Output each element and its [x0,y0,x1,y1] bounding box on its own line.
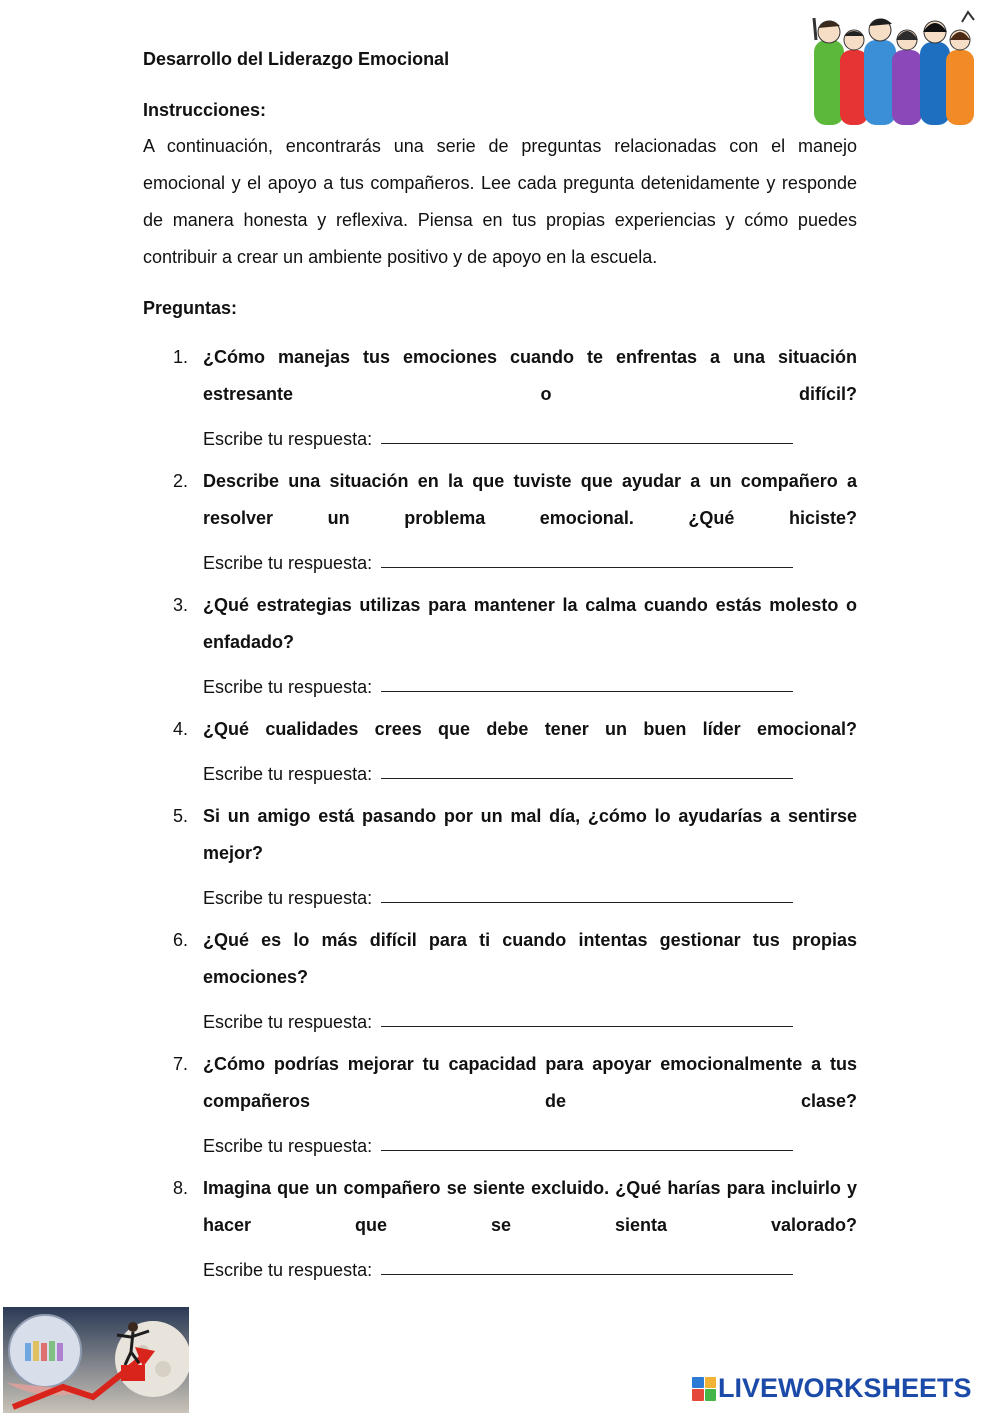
logo-tile [692,1377,704,1389]
question-number: 5. [173,806,189,826]
question-number: 8. [173,1178,189,1198]
question-item [173,1170,857,1281]
question-text: ¿Qué es lo más difícil para ti cuando intentas gestionar tus propias emociones? [203,930,857,987]
logo-tile [692,1389,704,1401]
answer-label: Escribe tu respuesta: [203,764,378,784]
question-text: Si un amigo está pasando por un mal día, ¿cómo lo ayudarías a sentirse mejor? [203,806,857,863]
question-item [173,463,857,574]
answer-input[interactable] [381,1002,793,1027]
question-item [173,1046,857,1157]
logo-tile [705,1389,717,1401]
liveworksheets-logo-icon [692,1377,716,1401]
question-number: 6. [173,930,189,950]
question-text: Imagina que un compañero se siente excluido. ¿Qué harías para incluirlo y hacer que se sienta valorado? [203,1178,857,1235]
question-text: Describe una situación en la que tuviste que ayudar a un compañero a resolver un problema emocional. ¿Qué hiciste? [203,471,857,528]
question-text: ¿Qué cualidades crees que debe tener un buen líder emocional? [203,719,857,739]
questions-heading: Preguntas: [143,298,238,318]
question-number: 7. [173,1054,189,1074]
question-item [173,339,857,450]
question-item [173,798,857,909]
answer-input[interactable] [381,1250,793,1275]
students-group-illustration [812,10,976,128]
logo-tile [705,1377,717,1389]
answer-label: Escribe tu respuesta: [203,1260,378,1280]
answer-label: Escribe tu respuesta: [203,429,378,449]
question-text: ¿Qué estrategias utilizas para mantener la calma cuando estás molesto o enfadado? [203,595,857,652]
answer-label: Escribe tu respuesta: [203,553,378,573]
question-text: ¿Cómo podrías mejorar tu capacidad para apoyar emocionalmente a tus compañeros de clase? [203,1054,857,1111]
answer-input[interactable] [381,667,793,692]
question-item [173,711,857,785]
question-item [173,587,857,698]
answer-row [203,872,857,909]
answer-row [203,1244,857,1281]
question-number: 1. [173,347,189,367]
question-item [173,922,857,1033]
answer-input[interactable] [381,419,793,444]
answer-row [203,748,857,785]
instructions-text: A continuación, encontrarás una serie de preguntas relacionadas con el manejo emocional y el apoyo a tus compañeros. Lee cada pregunta detenidamente y responde de manera honesta y reflexiva. Piensa en tus propias experiencias y cómo puedes contribuir a crear un ambiente positivo y de apoyo en la escuela. [143,136,857,267]
answer-input[interactable] [381,1126,793,1151]
answer-row [203,996,857,1033]
answer-label: Escribe tu respuesta: [203,1012,378,1032]
answer-label: Escribe tu respuesta: [203,888,378,908]
answer-label: Escribe tu respuesta: [203,1136,378,1156]
answer-label: Escribe tu respuesta: [203,677,378,697]
answer-row [203,1120,857,1157]
liveworksheets-brand [692,1373,972,1404]
brand-name: LIVEWORKSHEETS [718,1373,972,1403]
answer-input[interactable] [381,878,793,903]
leader-growth-illustration [3,1307,189,1413]
answer-input[interactable] [381,543,793,568]
question-number: 2. [173,471,189,491]
question-number: 4. [173,719,189,739]
answer-row [203,537,857,574]
answer-row [203,413,857,450]
questions-list [173,339,857,1294]
page-title: Desarrollo del Liderazgo Emocional [143,49,450,69]
question-text: ¿Cómo manejas tus emociones cuando te enfrentas a una situación estresante o difícil? [203,347,857,404]
instructions-heading: Instrucciones: [143,100,267,120]
answer-row [203,661,857,698]
answer-input[interactable] [381,754,793,779]
question-number: 3. [173,595,189,615]
